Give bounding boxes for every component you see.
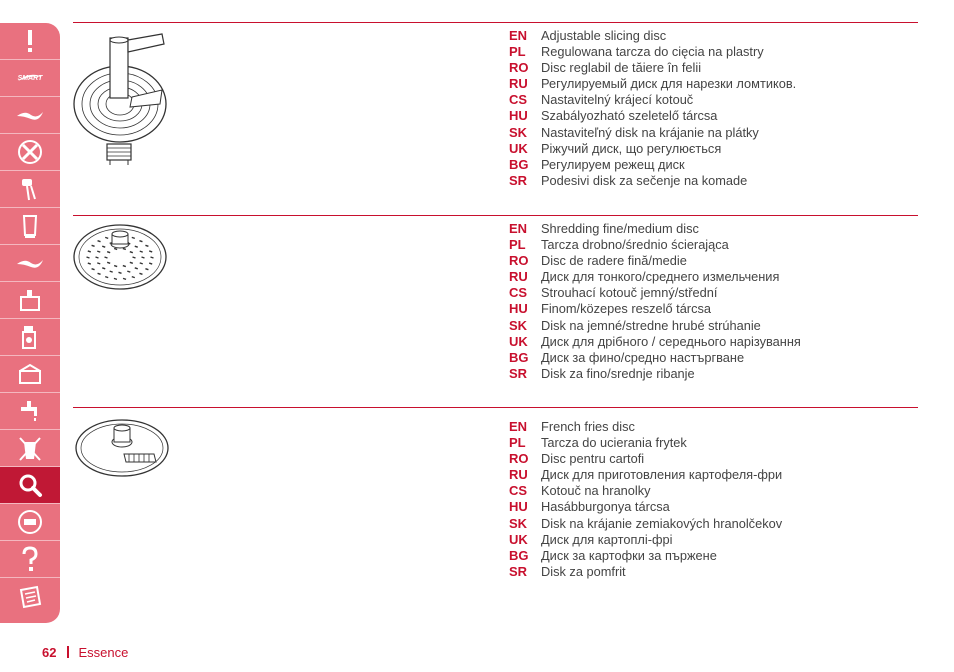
translation-row [509,173,929,189]
translation-row [509,350,929,366]
grater-hole [110,271,113,272]
tab-tap[interactable] [0,393,60,430]
search-icon [15,470,45,500]
grater-hole [98,241,101,242]
french-fries-disc-illustration [74,418,174,484]
tab-search[interactable] [0,467,60,504]
grater-hole [149,251,152,252]
juicer-icon [15,322,45,352]
tab-food-processor[interactable] [0,282,60,319]
language-code: PL [509,435,526,451]
section-divider [73,22,918,23]
language-code: RU [509,76,528,92]
tab-smart[interactable] [0,60,60,97]
translation-row [509,285,929,301]
grater-hole [88,263,91,264]
translation-row [509,334,929,350]
exclamation-icon [15,26,45,56]
grater-hole [127,271,130,272]
language-code: SR [509,365,528,381]
language-code: HU [509,108,528,124]
grater-hole [130,262,133,263]
grater-hole [107,262,110,263]
language-code: RU [509,269,528,285]
grater-hole [98,273,101,274]
grater-hole [114,278,117,279]
tab-whisk[interactable] [0,171,60,208]
tab-question[interactable] [0,541,60,578]
translation-row [509,435,929,451]
tab-blender-wave[interactable] [0,97,60,134]
tab-exclamation[interactable] [0,23,60,60]
translation-row [509,269,929,285]
tab-guarantee[interactable] [0,504,60,541]
translation-text: Regulowana tarcza do cięcia na plastry [541,44,764,60]
grater-hole [133,257,136,258]
page-number: 62 [42,645,57,660]
translation-text: Szabályozható szeletelő tárcsa [541,108,718,124]
tab-storage[interactable] [0,356,60,393]
translation-text: Hasábburgonya tárcsa [541,499,670,515]
translation-row [509,548,929,564]
translation-row [509,483,929,499]
translation-row [509,108,929,124]
grater-hole [140,263,143,264]
grater-hole [130,252,133,253]
question-icon [15,544,45,574]
grater-hole [123,266,126,267]
tab-recipe[interactable] [0,578,60,615]
recipe-icon [15,582,45,612]
tab-juicer[interactable] [0,319,60,356]
translation-text: Регулируемый диск для нарезки ломтиков. [541,76,797,92]
translation-text: Shredding fine/medium disc [541,221,699,236]
language-code: PL [509,44,526,60]
grater-hole [96,257,99,258]
blender-wave-icon [15,100,45,130]
translation-text: Disc pentru cartofi [541,451,645,467]
translation-row [509,301,929,317]
grater-hole [97,251,100,252]
translation-text: Finom/közepes reszelő tárcsa [541,301,711,317]
translation-row [509,44,929,60]
guarantee-icon [15,507,45,537]
language-code: HU [509,499,528,515]
language-code: RO [509,451,529,467]
shredding-disc-translations [509,221,929,382]
grater-hole [123,278,126,279]
translation-text: Диск для приготовления картофеля-фри [541,467,783,483]
grater-hole [97,263,100,264]
french-fries-disc-translations [509,419,929,580]
jug-icon [15,211,45,241]
grater-hole [92,269,95,270]
grater-hole [105,257,108,258]
whisk-hand-icon [15,174,45,204]
translation-text: Podesivi disk za sečenje na komade [541,172,748,188]
translation-text: Disc de radere fină/medie [541,253,687,269]
blade-icon [15,137,45,167]
grater-hole [151,257,154,258]
language-code: PL [509,237,526,253]
translation-text: Disk za fino/srednje ribanje [541,365,695,381]
tab-recycle-bin[interactable] [0,430,60,467]
shredding-disc-illustration [72,222,172,292]
translation-row [509,451,929,467]
grater-hole [88,251,91,252]
translation-text: Диск за фино/средно настъргване [541,349,745,365]
translation-row [509,221,929,237]
translation-row [509,564,929,580]
recycle-bin-icon [15,433,45,463]
grater-hole [139,273,142,274]
grater-hole [102,268,105,269]
translation-text: Disk na krájanie zemiakových hranolčekov [541,515,783,531]
adjustable-slicing-disc-illustration [70,32,170,172]
language-code: CS [509,483,528,499]
tab-wave[interactable] [0,245,60,282]
translation-row [509,237,929,253]
grater-hole [145,269,148,270]
grater-hole [132,277,135,278]
translation-row [509,125,929,141]
language-code: SR [509,172,528,188]
grater-hole [105,277,108,278]
translation-text: Диск за картофки за пържене [541,547,717,563]
wave-icon [15,248,45,278]
translation-text: Adjustable slicing disc [541,28,667,43]
grater-hole [87,257,90,258]
tap-icon [15,396,45,426]
translation-row [509,157,929,173]
language-code: RU [509,467,528,483]
section-divider [73,215,918,216]
language-code: EN [509,221,528,236]
language-code: RO [509,60,529,76]
translation-row [509,516,929,532]
language-code: CS [509,285,528,301]
section-divider [73,407,918,408]
food-processor-icon [15,285,45,315]
language-code: HU [509,301,528,317]
translation-row [509,499,929,515]
translation-text: Strouhací kotouč jemný/střední [541,285,718,301]
translation-text: Disk za pomfrit [541,563,626,579]
translation-text: Регулируем режещ диск [541,156,685,172]
language-code: UK [509,140,528,156]
translation-text: Kotouč na hranolky [541,483,651,499]
grater-hole [139,241,142,242]
translation-row [509,76,929,92]
grater-hole [114,266,117,267]
translation-row [509,318,929,334]
language-code: BG [509,547,529,563]
grater-hole [132,237,135,238]
grater-hole [102,246,105,247]
translation-row [509,141,929,157]
translation-text: Disc reglabil de tăiere în felii [541,60,702,76]
language-code: UK [509,333,528,349]
translation-text: Диск для тонкого/среднего измельчения [541,269,780,285]
translation-row [509,419,929,435]
translation-row [509,60,929,76]
translation-text: Диск для картоплі-фрі [541,531,673,547]
grater-hole [145,245,148,246]
grater-hole [107,252,110,253]
translation-text: French fries disc [541,419,635,434]
language-code: SK [509,317,528,333]
tab-jug[interactable] [0,208,60,245]
language-code: RO [509,253,529,269]
grater-hole [119,272,122,273]
translation-row [509,467,929,483]
language-code: SK [509,515,528,531]
translation-row [509,253,929,269]
grater-hole [114,248,117,249]
language-code: SK [509,124,528,140]
footer-separator [67,646,69,658]
translation-text: Nastaviteľný disk na krájanie na plátky [541,124,759,140]
language-code: CS [509,92,528,108]
tab-blade[interactable] [0,134,60,171]
translation-text: Tarcza drobno/średnio ścierająca [541,237,729,253]
smart-logo-icon [15,63,45,93]
translation-text: Nastavitelný krájecí kotouč [541,92,694,108]
language-code: EN [509,28,528,43]
translation-text: Диск для дрібного / середнього нарізування [541,333,801,349]
grater-hole [140,251,143,252]
language-code: BG [509,156,529,172]
sidebar [0,23,60,623]
grater-hole [149,263,152,264]
language-code: BG [509,349,529,365]
footer-title: Essence [78,645,129,660]
grater-hole [142,257,145,258]
page-footer [42,645,128,660]
language-code: SR [509,563,528,579]
grater-hole [105,237,108,238]
translation-text: Disk na jemné/stredne hrubé strúhanie [541,317,761,333]
storage-icon [15,359,45,389]
language-code: EN [509,419,528,434]
slicing-disc-translations [509,28,929,189]
translation-row [509,532,929,548]
translation-row [509,366,929,382]
translation-text: Ріжучий диск, що регулюється [541,140,722,156]
grater-hole [92,245,95,246]
grater-hole [135,246,138,247]
language-code: UK [509,531,528,547]
smart-logo-text: SMART [17,75,43,82]
translation-text: Tarcza do ucierania frytek [541,435,687,451]
translation-row [509,92,929,108]
translation-row [509,28,929,44]
grater-hole [123,248,126,249]
grater-hole [135,268,138,269]
